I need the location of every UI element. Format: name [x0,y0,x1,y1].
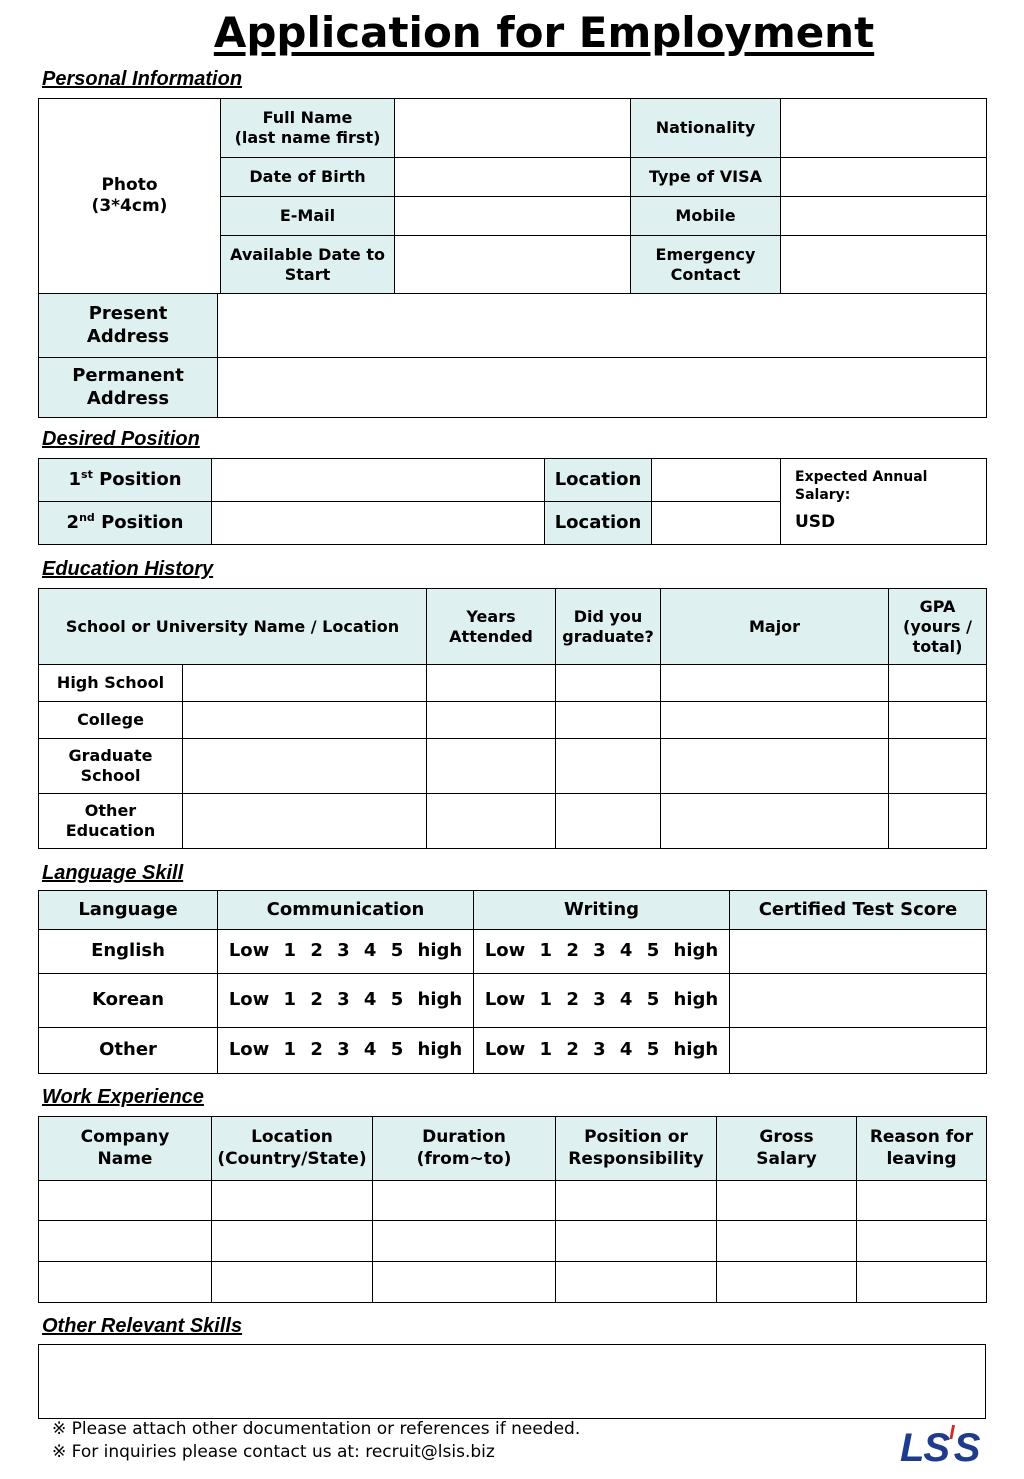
reason-cell[interactable] [857,1221,987,1262]
language-table [38,890,987,1074]
test-score-header: Certified Test Score [730,891,987,930]
present-address-field[interactable] [218,294,987,358]
page-title: Application for Employment [213,8,875,57]
expected-salary-label: Expected Annual Salary: [795,469,928,503]
school-name-cell[interactable] [183,702,427,739]
photo-box[interactable]: Photo (3*4cm) [39,99,221,294]
company-cell[interactable] [39,1181,212,1221]
email-field[interactable] [395,197,631,236]
test-score-field[interactable] [730,974,987,1028]
years-cell[interactable] [427,794,556,849]
graduated-cell[interactable] [556,794,661,849]
second-location-field[interactable] [652,502,781,545]
school-name-cell[interactable] [183,739,427,794]
education-level-label: Other Education [39,794,183,849]
nationality-field[interactable] [781,99,987,158]
date-of-birth-label: Date of Birth [221,158,395,197]
communication-scale[interactable]: Low 1 2 3 4 5 high [218,930,474,974]
education-table [38,588,987,849]
first-position-field[interactable] [212,459,545,502]
major-cell[interactable] [661,665,889,702]
full-name-label: Full Name (last name first) [221,99,395,158]
available-date-label: Available Date to Start [221,236,395,294]
email-label: E-Mail [221,197,395,236]
major-cell[interactable] [661,794,889,849]
other-skills-field[interactable] [39,1345,986,1419]
first-position-label: 1st Position [39,459,212,502]
language-name: Korean [39,974,218,1028]
company-cell[interactable] [39,1262,212,1303]
table-row [39,739,987,794]
school-name-header: School or University Name / Location [39,589,427,665]
duration-header: Duration (from~to) [373,1117,556,1181]
location-cell[interactable] [212,1262,373,1303]
duration-cell[interactable] [373,1181,556,1221]
visa-type-label: Type of VISA [631,158,781,197]
position-cell[interactable] [556,1221,717,1262]
ls-logo: $LS^IS$ [900,1422,980,1470]
education-level-label: Graduate School [39,739,183,794]
second-position-label: 2nd Position [39,502,212,545]
table-row [39,1028,987,1074]
position-cell[interactable] [556,1181,717,1221]
gpa-cell[interactable] [889,739,987,794]
section-personal-information: Personal Information [42,68,243,90]
section-other-skills: Other Relevant Skills [42,1315,243,1337]
table-row [39,702,987,739]
duration-cell[interactable] [373,1262,556,1303]
work-experience-table [38,1116,987,1303]
major-header: Major [661,589,889,665]
writing-scale[interactable]: Low 1 2 3 4 5 high [474,1028,730,1074]
duration-cell[interactable] [373,1221,556,1262]
personal-info-table [38,98,987,294]
language-name: Other [39,1028,218,1074]
expected-salary-field[interactable] [781,459,987,545]
years-cell[interactable] [427,739,556,794]
other-skills-table [38,1344,986,1419]
education-level-label: High School [39,665,183,702]
position-cell[interactable] [556,1262,717,1303]
gross-salary-header: Gross Salary [717,1117,857,1181]
note-contact: ※ For inquiries please contact us at: recruit@lsis.biz [52,1442,495,1462]
note-attach: ※ Please attach other documentation or references if needed. [52,1419,581,1439]
address-table [38,293,987,418]
salary-cell[interactable] [717,1262,857,1303]
table-row [39,930,987,974]
company-name-header: Company Name [39,1117,212,1181]
gpa-cell[interactable] [889,702,987,739]
table-row [39,1262,987,1303]
full-name-field[interactable] [395,99,631,158]
communication-scale[interactable]: Low 1 2 3 4 5 high [218,974,474,1028]
permanent-address-label: Permanent Address [39,358,218,418]
work-location-header: Location (Country/State) [212,1117,373,1181]
mobile-field[interactable] [781,197,987,236]
writing-header: Writing [474,891,730,930]
date-of-birth-field[interactable] [395,158,631,197]
gpa-header: GPA (yours / total) [889,589,987,665]
test-score-field[interactable] [730,1028,987,1074]
graduated-header: Did you graduate? [556,589,661,665]
years-cell[interactable] [427,702,556,739]
major-cell[interactable] [661,739,889,794]
location-cell[interactable] [212,1221,373,1262]
gpa-cell[interactable] [889,665,987,702]
permanent-address-field[interactable] [218,358,987,418]
emergency-contact-label: Emergency Contact [631,236,781,294]
second-position-field[interactable] [212,502,545,545]
writing-scale[interactable]: Low 1 2 3 4 5 high [474,930,730,974]
graduated-cell[interactable] [556,739,661,794]
location-cell[interactable] [212,1181,373,1221]
nationality-label: Nationality [631,99,781,158]
second-location-label: Location [545,502,652,545]
emergency-contact-field[interactable] [781,236,987,294]
language-header: Language [39,891,218,930]
table-row [39,1181,987,1221]
education-level-label: College [39,702,183,739]
company-cell[interactable] [39,1221,212,1262]
communication-header: Communication [218,891,474,930]
school-name-cell[interactable] [183,794,427,849]
available-date-field[interactable] [395,236,631,294]
salary-cell[interactable] [717,1221,857,1262]
school-name-cell[interactable] [183,665,427,702]
mobile-label: Mobile [631,197,781,236]
reason-leaving-header: Reason for leaving [857,1117,987,1181]
section-work-experience: Work Experience [42,1086,204,1108]
gpa-cell[interactable] [889,794,987,849]
graduated-cell[interactable] [556,665,661,702]
section-desired-position: Desired Position [42,428,200,450]
writing-scale[interactable]: Low 1 2 3 4 5 high [474,974,730,1028]
graduated-cell[interactable] [556,702,661,739]
salary-currency: USD [795,512,836,533]
section-language-skill: Language Skill [42,862,184,884]
years-cell[interactable] [427,665,556,702]
reason-cell[interactable] [857,1262,987,1303]
desired-position-table [38,458,987,545]
table-row [39,1221,987,1262]
language-name: English [39,930,218,974]
major-cell[interactable] [661,702,889,739]
years-attended-header: Years Attended [427,589,556,665]
position-header: Position or Responsibility [556,1117,717,1181]
first-location-label: Location [545,459,652,502]
reason-cell[interactable] [857,1181,987,1221]
table-row [39,974,987,1028]
table-row [39,794,987,849]
first-location-field[interactable] [652,459,781,502]
table-row [39,665,987,702]
section-education-history: Education History [42,558,214,580]
test-score-field[interactable] [730,930,987,974]
visa-type-field[interactable] [781,158,987,197]
present-address-label: Present Address [39,294,218,358]
communication-scale[interactable]: Low 1 2 3 4 5 high [218,1028,474,1074]
salary-cell[interactable] [717,1181,857,1221]
